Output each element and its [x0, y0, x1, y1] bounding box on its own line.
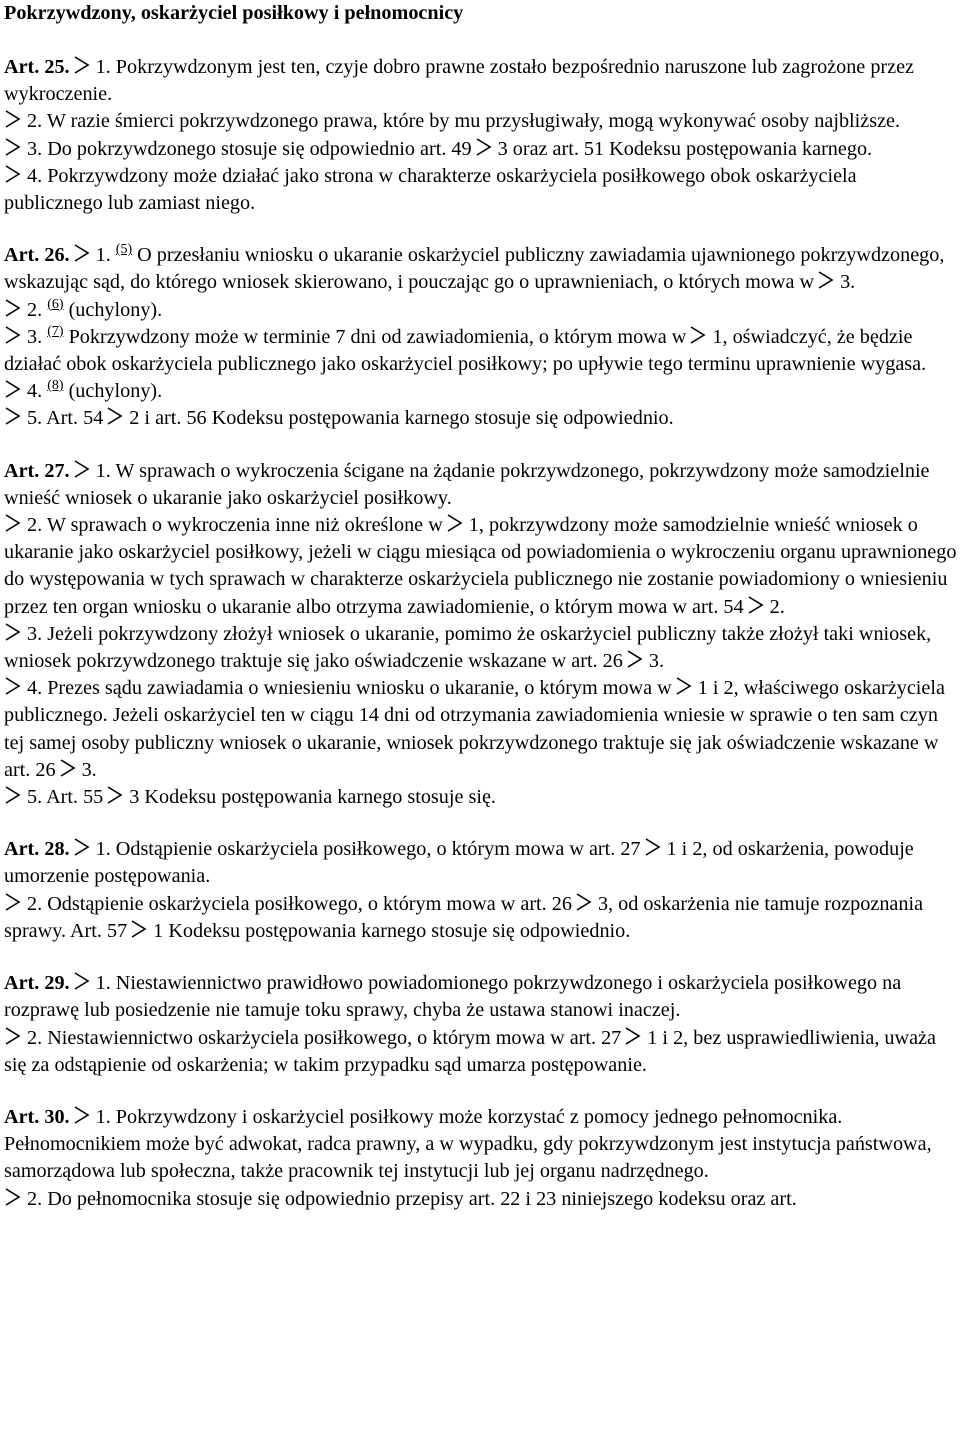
article-paragraph — [4, 970, 957, 1024]
paragraph-text-cont: 3. — [81, 758, 97, 781]
paragraph-text-cont: 1 Kodeksu postępowania karnego stosuje się odpowiednio. — [153, 919, 631, 942]
section-sign-icon — [5, 1027, 25, 1045]
paragraph-text: Do pokrzywdzonego stosuje się odpowiednio art. 49 — [47, 137, 472, 160]
paragraph-text: W razie śmierci pokrzywdzonego prawa, które by mu przysługiwały, mogą wykonywać osoby najbliższe. — [46, 110, 901, 133]
article-paragraph — [4, 297, 957, 324]
section-sign-icon — [5, 165, 25, 183]
paragraph-number: 1. — [95, 244, 111, 267]
spacer — [4, 27, 957, 54]
paragraph-number: 3. — [27, 137, 43, 160]
section-sign-icon — [818, 271, 838, 289]
article-paragraph — [4, 1104, 957, 1186]
article-paragraph — [4, 405, 957, 432]
section-sign-icon — [690, 326, 710, 344]
articles-container — [4, 54, 957, 1213]
footnote-link[interactable]: (5) — [115, 242, 133, 258]
article-paragraph — [4, 378, 957, 405]
footnote-ref — [47, 324, 63, 339]
article-paragraph — [4, 458, 957, 512]
paragraph-text-cont: 1, pokrzywdzony może samodzielnie wnieść wniosek o ukaranie jako oskarżyciel posiłkowy, jeżeli w ciągu miesiąca od powiadomienia o wykroczeniu organu uprawnionego do występowania w tych sprawach w charakterze oskarżyciela publicznego nie zostanie powiadomiony o wniesieniu przez ten organ wniosku o ukaranie albo otrzyma zawiadomienie, o którym mowa w art. 54 — [4, 514, 957, 618]
article-label: Art. 25. — [4, 56, 70, 78]
footnote-ref — [47, 297, 63, 312]
footnote-ref — [116, 242, 132, 257]
paragraph-text: Do pełnomocnika stosuje się odpowiednio przepisy art. 22 i 23 niniejszego kodeksu oraz art. — [47, 1187, 797, 1210]
paragraph-text-cont: 3. — [840, 271, 856, 294]
section-sign-icon — [5, 786, 25, 804]
article-paragraph — [4, 136, 957, 163]
paragraph-number: 1. — [95, 838, 111, 861]
paragraph-text: (uchylony). — [68, 298, 163, 321]
paragraph-number: 1. — [95, 972, 111, 995]
section-sign-icon — [645, 838, 665, 856]
paragraph-number: 2. — [27, 298, 43, 321]
paragraph-text: Niestawiennictwo prawidłowo powiadomionego pokrzywdzonego i oskarżyciela posiłkowego na rozprawę lub posiedzenie nie tamuje toku sprawy, chyba że ustawa stanowi inaczej. — [4, 972, 902, 1022]
article-paragraph — [4, 621, 957, 675]
section-sign-icon — [5, 893, 25, 911]
article-paragraph — [4, 54, 957, 108]
section-sign-icon — [5, 514, 25, 532]
paragraph-number: 2. — [27, 514, 43, 537]
paragraph-text: W sprawach o wykroczenia ścigane na żądanie pokrzywdzonego, pokrzywdzony może samodzielnie wnieść wniosek o ukaranie jako oskarżyciel posiłkowy. — [4, 459, 930, 509]
page-title: Pokrzywdzony, oskarżyciel posiłkowy i pełnomocnicy — [4, 2, 464, 24]
paragraph-number: 1. — [95, 459, 111, 482]
paragraph-text: (uchylony). — [68, 380, 163, 403]
article-spacer — [4, 811, 957, 836]
section-sign-icon — [676, 677, 696, 695]
section-sign-icon — [74, 56, 94, 74]
section-sign-icon — [5, 326, 25, 344]
footnote-link[interactable]: (6) — [47, 296, 64, 312]
section-sign-icon — [748, 596, 768, 614]
paragraph-text: Prezes sądu zawiadamia o wniesieniu wniosku o ukaranie, o którym mowa w — [47, 677, 672, 700]
section-sign-icon — [5, 1188, 25, 1206]
section-sign-icon — [5, 623, 25, 641]
paragraph-text-cont: 2. — [769, 595, 785, 618]
section-sign-icon — [60, 759, 80, 777]
article-label: Art. 28. — [4, 838, 70, 861]
section-sign-icon — [625, 1027, 645, 1045]
paragraph-number: 3. — [27, 325, 43, 348]
article-paragraph — [4, 1186, 957, 1213]
section-sign-icon — [5, 138, 25, 156]
footnote-ref — [47, 378, 63, 393]
section-sign-icon — [627, 650, 647, 668]
paragraph-text: O przesłaniu wniosku o ukaranie oskarżyciel publiczny zawiadamia ujawnionego pokrzywdzonego, wskazując sąd, do którego wniosek skierowano, i pouczając go o uprawnieniach, o których mowa w — [4, 244, 945, 294]
article-paragraph — [4, 1025, 957, 1079]
article-label: Art. 27. — [4, 459, 70, 482]
paragraph-text-cont: 1 i 2, od oskarżenia, powoduje umorzenie postępowania. — [4, 838, 914, 888]
section-sign-icon — [5, 407, 25, 425]
paragraph-text-cont: 1 i 2, właściwego oskarżyciela publicznego. Jeżeli oskarżyciel ten w ciągu 14 dni od otrzymania zawiadomienia wniesie w sprawie o ten sam czyn tej samej osoby publiczny wniosek o ukaranie, wniosek pokrzywdzonego traktuje się jak oświadczenie wskazane w art. 26 — [4, 677, 945, 781]
article-paragraph — [4, 784, 957, 811]
paragraph-text: Pokrzywdzonym jest ten, czyje dobro prawne zostało bezpośrednio naruszone lub zagrożone przez wykroczenie. — [4, 56, 915, 106]
paragraph-text-cont: 3, od oskarżenia nie tamuje rozpoznania sprawy. Art. 57 — [4, 892, 924, 942]
section-sign-icon — [447, 514, 467, 532]
paragraph-text-cont: 3 oraz art. 51 Kodeksu postępowania karnego. — [497, 137, 873, 160]
paragraph-number: 4. — [27, 380, 43, 403]
paragraph-text: Odstąpienie oskarżyciela posiłkowego, o którym mowa w art. 27 — [115, 838, 641, 861]
paragraph-text-cont: 3 Kodeksu postępowania karnego stosuje się. — [129, 786, 496, 809]
section-sign-icon — [5, 677, 25, 695]
article-spacer — [4, 945, 957, 970]
section-sign-icon — [74, 460, 94, 478]
paragraph-text-cont: 2 i art. 56 Kodeksu postępowania karnego stosuje się odpowiednio. — [129, 407, 674, 430]
footnote-link[interactable]: (8) — [47, 378, 64, 394]
paragraph-text: Pokrzywdzony i oskarżyciel posiłkowy może korzystać z pomocy jednego pełnomocnika. Pełnomocnikiem może być adwokat, radca prawny, a w wypadku, gdy pokrzywdzonym jest instytucja państwowa, samorządowa lub społeczna, także pracownik tej instytucji lub jej organu nadrzędnego. — [4, 1105, 932, 1183]
section-sign-icon — [107, 786, 127, 804]
article-paragraph — [4, 242, 957, 296]
article-paragraph — [4, 108, 957, 135]
section-sign-icon — [476, 138, 496, 156]
section-sign-icon — [5, 299, 25, 317]
section-sign-icon — [5, 380, 25, 398]
article-label: Art. 26. — [4, 244, 70, 267]
paragraph-number: 2. — [27, 1187, 43, 1210]
article-paragraph — [4, 512, 957, 621]
paragraph-number: 5. — [27, 786, 43, 809]
section-sign-icon — [74, 1106, 94, 1124]
article-paragraph — [4, 675, 957, 784]
paragraph-number: 2. — [27, 892, 43, 915]
paragraph-text: Jeżeli pokrzywdzony złożył wniosek o ukaranie, pomimo że oskarżyciel publiczny także złożył taki wniosek, wniosek pokrzywdzonego traktuje się jako oświadczenie wskazane w art. 26 — [4, 622, 932, 673]
paragraph-text-cont: 3. — [648, 650, 665, 673]
paragraph-text: Pokrzywdzony może działać jako strona w charakterze oskarżyciela posiłkowego obok oskarżyciela publicznego lub zamiast niego. — [4, 164, 857, 215]
paragraph-number: 4. — [27, 677, 43, 700]
article-paragraph — [4, 163, 957, 217]
paragraph-text-cont: 1 i 2, bez usprawiedliwienia, uważa się za odstąpienie od oskarżenia; w takim przypadku sąd umarza postępowanie. — [4, 1026, 936, 1076]
section-sign-icon — [131, 920, 151, 938]
paragraph-text: W sprawach o wykroczenia inne niż określone w — [46, 514, 443, 537]
section-sign-icon — [5, 110, 25, 128]
paragraph-number: 1. — [95, 56, 111, 78]
article-paragraph — [4, 836, 957, 890]
section-sign-icon — [74, 244, 94, 262]
paragraph-number: 4. — [27, 164, 43, 187]
paragraph-text: Niestawiennictwo oskarżyciela posiłkowego, o którym mowa w art. 27 — [47, 1026, 622, 1049]
section-sign-icon — [576, 893, 596, 911]
section-sign-icon — [74, 972, 94, 990]
paragraph-number: 3. — [27, 622, 43, 645]
section-sign-icon — [107, 407, 127, 425]
paragraph-text: Art. 55 — [46, 786, 104, 809]
article-label: Art. 30. — [4, 1105, 70, 1128]
paragraph-text-cont: 1, oświadczyć, że będzie działać obok oskarżyciela publicznego jako oskarżyciel posiłkowy; po upływie tego terminu uprawnienie wygasa. — [4, 325, 927, 376]
paragraph-number: 2. — [27, 1026, 43, 1049]
footnote-link[interactable]: (7) — [47, 323, 64, 339]
paragraph-number: 5. — [27, 407, 43, 430]
article-spacer — [4, 1079, 957, 1104]
paragraph-number: 1. — [95, 1105, 111, 1128]
section-sign-icon — [74, 838, 94, 856]
paragraph-text: Odstąpienie oskarżyciela posiłkowego, o którym mowa w art. 26 — [47, 892, 572, 915]
article-spacer — [4, 217, 957, 242]
article-spacer — [4, 433, 957, 458]
article-label: Art. 29. — [4, 972, 70, 995]
article-paragraph — [4, 891, 957, 945]
paragraph-text: Pokrzywdzony może w terminie 7 dni od zawiadomienia, o którym mowa w — [68, 325, 687, 348]
paragraph-text: Art. 54 — [46, 407, 104, 430]
paragraph-number: 2. — [27, 110, 43, 133]
article-paragraph — [4, 324, 957, 378]
